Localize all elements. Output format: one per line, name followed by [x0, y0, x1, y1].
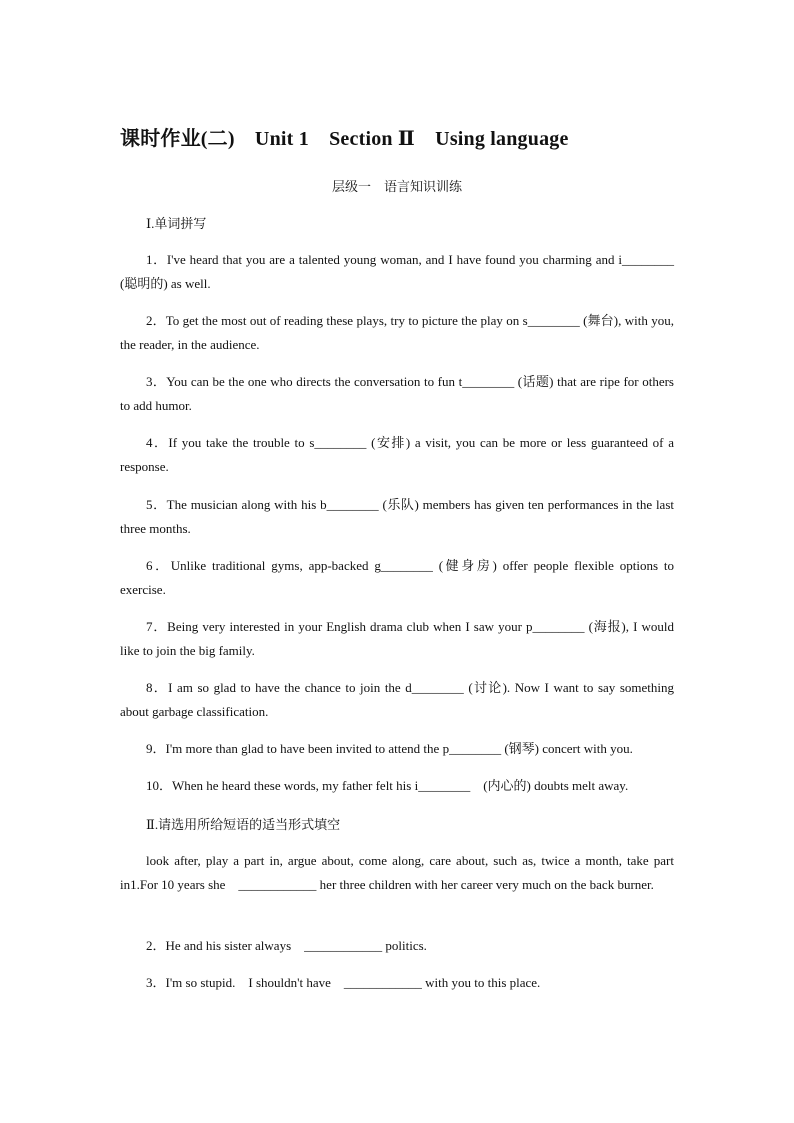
- spelling-item-1: 1．I've heard that you are a talented young woman, and I have found you charming and i________ (聪明的) as well.: [120, 252, 674, 291]
- spelling-item-6: 6．Unlike traditional gyms, app-backed g________ (健身房) offer people flexible options to exercise.: [120, 558, 674, 597]
- spelling-item-8: 8．I am so glad to have the chance to join the d________ (讨论). Now I want to say something about garbage classification.: [120, 680, 674, 719]
- spelling-item-3: 3．You can be the one who directs the conversation to fun t________ (话题) that are ripe for others to add humor.: [120, 374, 674, 413]
- section-heading-spelling: Ⅰ.单词拼写: [146, 216, 207, 231]
- spelling-item-9: 9．I'm more than glad to have been invited to attend the p________ (钢琴) concert with you.: [146, 741, 633, 756]
- phrase-item-3: 3．I'm so stupid. I shouldn't have ____________ with you to this place.: [146, 975, 541, 990]
- phrase-item-2: 2．He and his sister always ____________ politics.: [146, 938, 427, 953]
- spelling-item-4: 4．If you take the trouble to s________ (安排) a visit, you can be more or less guaranteed of a response.: [120, 435, 674, 474]
- spelling-item-7: 7．Being very interested in your English drama club when I saw your p________ (海报), I would like to join the big family.: [120, 619, 674, 658]
- phrase-item-1: look after, play a part in, argue about, come along, care about, such as, twice a month, take part in1.For 10 years she ____________ her three children with her career very much on the back burner.: [120, 853, 674, 892]
- spelling-item-10: 10．When he heard these words, my father felt his i________ (内心的) doubts melt away.: [146, 778, 629, 793]
- page-title: 课时作业(二) Unit 1 Section Ⅱ Using language: [120, 128, 569, 150]
- spelling-item-2: 2．To get the most out of reading these plays, try to picture the play on s________ (舞台), with you, the reader, in the audience.: [120, 313, 674, 352]
- spelling-item-5: 5．The musician along with his b________ (乐队) members has given ten performances in the last three months.: [120, 497, 674, 536]
- section-heading-phrases: Ⅱ.请选用所给短语的适当形式填空: [146, 817, 341, 832]
- level-title: 层级一 语言知识训练: [331, 179, 462, 194]
